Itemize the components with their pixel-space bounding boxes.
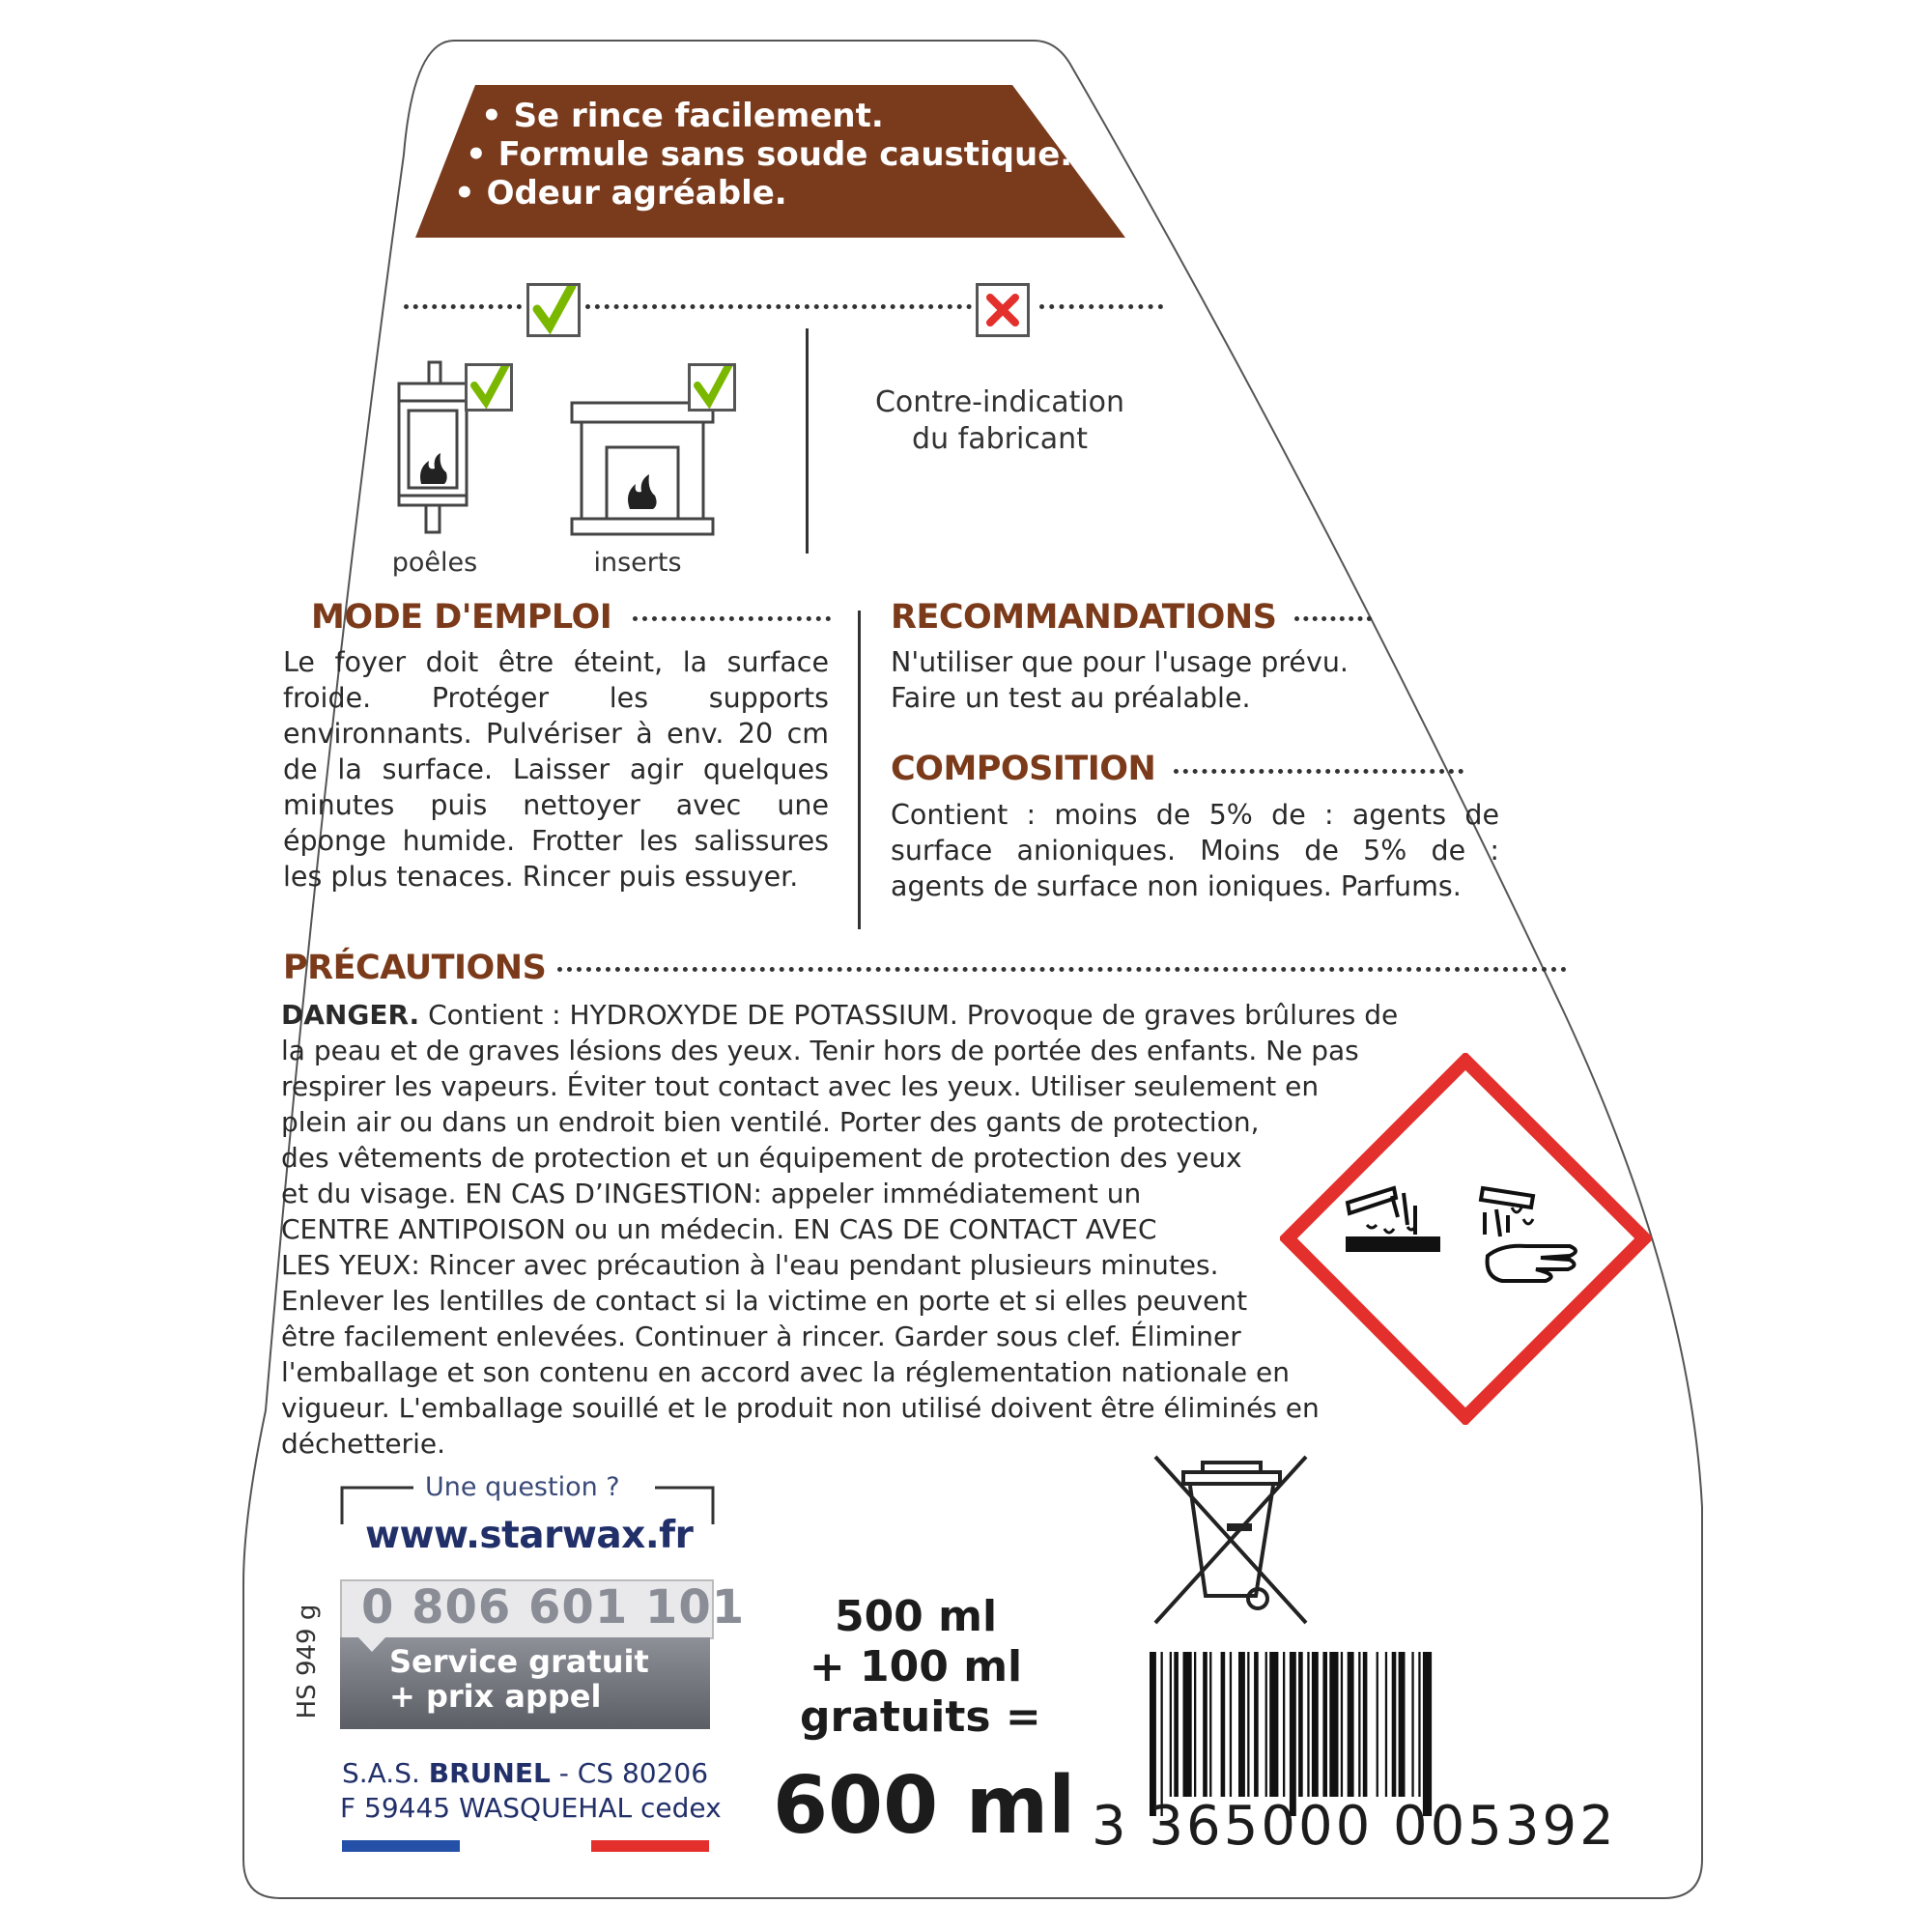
recommandations-title: RECOMMANDATIONS (891, 598, 1277, 637)
precautions-line: vigueur. L'emballage souillé et le produit non utilisé doivent être éliminés en (281, 1392, 1320, 1424)
total-volume: 600 ml (773, 1760, 1076, 1852)
precautions-line: plein air ou dans un endroit bien ventilé. Porter des gants de protection, (281, 1106, 1260, 1138)
barcode-bar (1221, 1652, 1226, 1797)
dotted-divider (1039, 304, 1163, 309)
precautions-line: et du visage. EN CAS D’INGESTION: appeler immédiatement un (281, 1178, 1142, 1209)
address-prefix: S.A.S. (341, 1757, 429, 1789)
check-icon (526, 283, 581, 337)
check-icon (688, 363, 736, 412)
service-line: Service gratuit (389, 1643, 649, 1680)
insert-label: inserts (593, 548, 682, 578)
weee-crossed-bin-icon (1150, 1451, 1314, 1630)
barcode-bar (1307, 1652, 1309, 1797)
precautions-line: LES YEUX: Rincer avec précaution à l'eau pendant plusieurs minutes. (281, 1249, 1219, 1281)
contra-line: du fabricant (912, 422, 1088, 456)
barcode-bar (1348, 1652, 1354, 1797)
precautions-text (281, 997, 1398, 1462)
dotted-divider (557, 967, 1567, 972)
dotted-divider (404, 304, 522, 309)
service-pointer-icon (357, 1636, 386, 1652)
contra-line: Contre-indication (874, 385, 1125, 419)
precautions-line: CENTRE ANTIPOISON ou un médecin. EN CAS DE CONTACT AVEC (281, 1213, 1157, 1245)
barcode-bar (1203, 1652, 1208, 1797)
composition-title: COMPOSITION (891, 750, 1156, 788)
barcode-bar (1150, 1652, 1156, 1816)
recommandations-paragraph: N'utiliser que pour l'usage prévu. Faire un test au préalable. (891, 646, 1349, 714)
dotted-divider (633, 616, 831, 621)
precautions-title: PRÉCAUTIONS (283, 949, 547, 987)
phone-number[interactable]: 0 806 601 101 (361, 1580, 746, 1634)
precautions-line: être facilement enlevées. Continuer à rincer. Garder sous clef. Éliminer (281, 1321, 1241, 1352)
benefit-item: • Odeur agréable. (454, 174, 787, 213)
barcode-bar (1341, 1652, 1343, 1797)
barcode-bar (1230, 1652, 1232, 1797)
dotted-divider (1294, 616, 1372, 621)
benefit-item: • Se rince facilement. (481, 97, 884, 135)
vertical-divider (806, 328, 809, 554)
address-suffix: - CS 80206 (550, 1757, 709, 1789)
barcode-bar (1358, 1652, 1360, 1797)
barcode-bar (1411, 1652, 1413, 1797)
barcode-bar (1265, 1652, 1267, 1797)
vertical-divider (858, 611, 861, 929)
barcode-bar (1161, 1652, 1163, 1816)
barcode-bar (1423, 1652, 1432, 1816)
barcode-bar (1385, 1652, 1387, 1797)
barcode-bar (1209, 1652, 1211, 1797)
precautions-line: respirer les vapeurs. Éviter tout contact avec les yeux. Utiliser seulement en (281, 1070, 1320, 1102)
precautions-line: Enlever les lentilles de contact si la victime en porte et si elles peuvent (281, 1285, 1248, 1317)
quantity-line: 500 ml (834, 1592, 998, 1641)
benefits-list (454, 97, 1072, 213)
barcode-bar (1174, 1652, 1179, 1797)
precautions-line: la peau et de graves lésions des yeux. Tenir hors de portée des enfants. Ne pas (281, 1035, 1359, 1066)
barcode-digits: 3 365000 005392 (1092, 1795, 1617, 1858)
mode-emploi-title: MODE D'EMPLOI (311, 598, 612, 637)
mode-emploi-text (283, 644, 829, 895)
barcode-bar (1194, 1652, 1196, 1797)
barcode-bar (1392, 1652, 1397, 1797)
company-name: BRUNEL (428, 1757, 551, 1789)
check-icon (465, 363, 513, 412)
stove-label: poêles (391, 548, 478, 578)
barcode-bar (1298, 1652, 1303, 1797)
recommandations-text (891, 644, 1403, 716)
barcode-bar (1269, 1652, 1278, 1797)
fireplace-insert-icon (570, 401, 715, 536)
flag-blue-stripe (342, 1840, 460, 1852)
service-line: + prix appel (389, 1678, 602, 1715)
mode-emploi-paragraph: Le foyer doit être éteint, la surface froide. Protéger les supports environnants. Pulvériser à env. 20 cm de la surface. Laisser agir quelques minutes puis nettoyer avec une éponge humide. Frotter les salissures les plus tenaces. Rincer puis essuyer. (283, 646, 829, 893)
service-text (389, 1644, 649, 1714)
barcode-bar (1283, 1652, 1285, 1797)
contra-indication-text (826, 384, 1174, 458)
barcode-bar (1170, 1652, 1172, 1797)
benefit-item: • Formule sans soude caustique. (466, 135, 1073, 174)
hs-code: HS 949 g (293, 1604, 322, 1719)
quantity-line: + 100 ml (809, 1642, 1023, 1691)
precautions-line: l'emballage et son contenu en accord avec la réglementation nationale en (281, 1356, 1290, 1388)
barcode-bar (1238, 1652, 1245, 1797)
website-link[interactable]: www.starwax.fr (365, 1514, 694, 1557)
dotted-divider (1174, 769, 1463, 774)
question-label: Une question ? (425, 1472, 620, 1502)
composition-paragraph: Contient : moins de 5% de : agents de surface anioniques. Moins de 5% de : agents de surface non ioniques. Parfums. (891, 799, 1499, 902)
barcode-bar (1322, 1652, 1327, 1797)
barcode-bar (1377, 1652, 1378, 1797)
barcode-bar (1418, 1652, 1420, 1797)
danger-label: DANGER. (281, 999, 420, 1031)
barcode-bar (1254, 1652, 1259, 1797)
cross-icon (976, 283, 1030, 337)
precautions-line: Contient : HYDROXYDE DE POTASSIUM. Provoque de graves brûlures de (419, 999, 1399, 1031)
precautions-line: des vêtements de protection et un équipement de protection des yeux (281, 1142, 1242, 1174)
corrosive-hazard-icon (1280, 1053, 1652, 1425)
flag-red-stripe (591, 1840, 709, 1852)
barcode-bar (1399, 1652, 1406, 1797)
address-line: F 59445 WASQUEHAL cedex (340, 1792, 722, 1824)
composition-text (891, 797, 1499, 904)
barcode-bar (1312, 1652, 1319, 1797)
dotted-divider (585, 304, 972, 309)
quantity-breakdown (800, 1592, 1041, 1743)
barcode-bar (1290, 1652, 1296, 1816)
quantity-line: gratuits = (800, 1692, 1041, 1742)
barcode-bar (1329, 1652, 1338, 1797)
barcode (1150, 1652, 1633, 1816)
barcode-bar (1247, 1652, 1249, 1797)
barcode-bar (1183, 1652, 1192, 1797)
barcode-bar (1363, 1652, 1368, 1797)
precautions-line: déchetterie. (281, 1428, 445, 1460)
company-address (340, 1756, 722, 1826)
stove-icon (394, 360, 471, 539)
